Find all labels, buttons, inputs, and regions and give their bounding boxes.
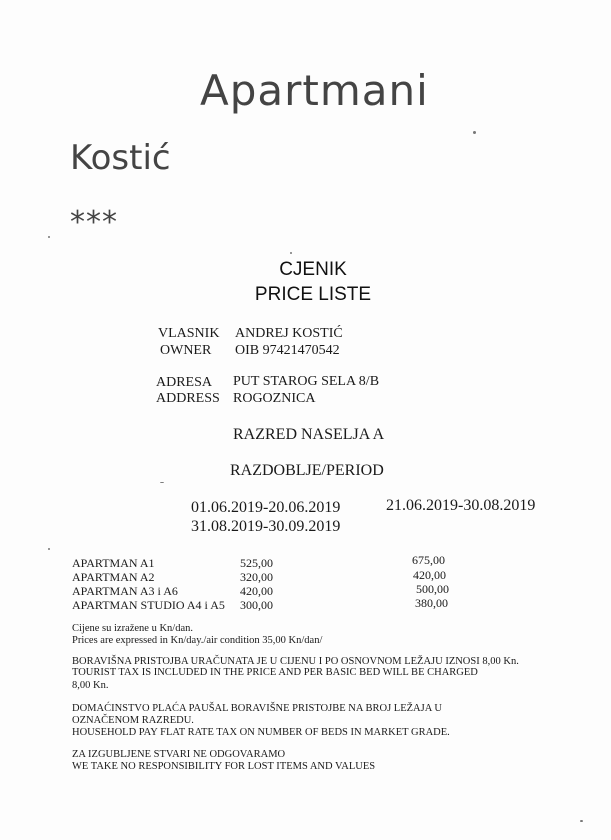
note-household-hr-1: DOMAĆINSTVO PLAĆA PAUŠAL BORAVIŠNE PRISTOJBE NA BROJ LEŽAJA U bbox=[72, 703, 442, 714]
period-2-range: 21.06.2019-30.08.2019 bbox=[386, 497, 536, 514]
scan-speck bbox=[473, 131, 476, 134]
table-row bbox=[72, 553, 532, 571]
price-period-1: 525,00 bbox=[240, 556, 273, 570]
table-row bbox=[72, 584, 532, 599]
table-row bbox=[72, 570, 532, 585]
scan-speck bbox=[48, 548, 50, 550]
period-heading: RAZDOBLJE/PERIOD bbox=[230, 462, 384, 479]
brand-name: Apartmani bbox=[200, 66, 429, 115]
price-period-1: 320,00 bbox=[240, 570, 273, 584]
scan-speck bbox=[580, 820, 583, 822]
note-currency-en: Prices are expressed in Kn/day./air condition 35,00 Kn/dan/ bbox=[72, 635, 323, 646]
price-period-1: 300,00 bbox=[240, 598, 273, 612]
table-row bbox=[72, 598, 532, 613]
price-period-1: 420,00 bbox=[240, 584, 273, 598]
owner-oib: OIB 97421470542 bbox=[235, 343, 340, 358]
apartment-name: APARTMAN STUDIO A4 i A5 bbox=[72, 598, 225, 612]
note-tax-en-2: 8,00 Kn. bbox=[72, 680, 109, 691]
address-label-en: ADDRESS bbox=[156, 391, 220, 406]
owner-label-en: OWNER bbox=[160, 343, 212, 358]
scan-speck bbox=[290, 252, 292, 254]
apartment-name: APARTMAN A2 bbox=[72, 570, 155, 584]
price-period-2: 420,00 bbox=[413, 568, 446, 582]
price-period-2: 380,00 bbox=[415, 596, 448, 610]
title-price-list: PRICE LISTE bbox=[254, 284, 372, 305]
scan-speck bbox=[48, 236, 50, 238]
price-period-2: 500,00 bbox=[416, 582, 449, 596]
settlement-category: RAZRED NASELJA A bbox=[233, 426, 385, 443]
owner-name: ANDREJ KOSTIĆ bbox=[235, 326, 343, 341]
price-period-2: 675,00 bbox=[412, 553, 445, 567]
apartment-name: APARTMAN A3 i A6 bbox=[72, 584, 178, 598]
address-city: ROGOZNICA bbox=[233, 391, 316, 406]
note-tax-hr: BORAVIŠNA PRISTOJBA URAČUNATA JE U CIJENU I PO OSNOVNOM LEŽAJU IZNOSI 8,00 Kn. bbox=[72, 656, 519, 667]
note-household-hr-2: OZNAČENOM RAZREDU. bbox=[72, 715, 194, 726]
address-street: PUT STAROG SELA 8/B bbox=[233, 374, 380, 389]
apartment-name: APARTMAN A1 bbox=[72, 556, 155, 570]
owner-label-hr: VLASNIK bbox=[158, 326, 220, 341]
note-currency-hr: Cijene su izražene u Kn/dan. bbox=[72, 623, 193, 634]
scan-speck bbox=[160, 482, 164, 483]
note-tax-en-1: TOURIST TAX IS INCLUDED IN THE PRICE AND PER BASIC BED WILL BE CHARGED bbox=[72, 667, 478, 678]
rating-stars: *** bbox=[70, 205, 118, 240]
brand-name-line2: Kostić bbox=[70, 138, 171, 178]
note-lost-hr: ZA IZGUBLJENE STVARI NE ODGOVARAMO bbox=[72, 749, 286, 760]
title-cjenik: CJENIK bbox=[279, 259, 347, 280]
note-lost-en: WE TAKE NO RESPONSIBILITY FOR LOST ITEMS AND VALUES bbox=[72, 761, 376, 772]
address-label-hr: ADRESA bbox=[156, 375, 213, 390]
period-1-range-a: 01.06.2019-20.06.2019 bbox=[191, 499, 341, 516]
period-1-range-b: 31.08.2019-30.09.2019 bbox=[191, 518, 341, 535]
note-household-en: HOUSEHOLD PAY FLAT RATE TAX ON NUMBER OF BEDS IN MARKET GRADE. bbox=[72, 727, 450, 738]
